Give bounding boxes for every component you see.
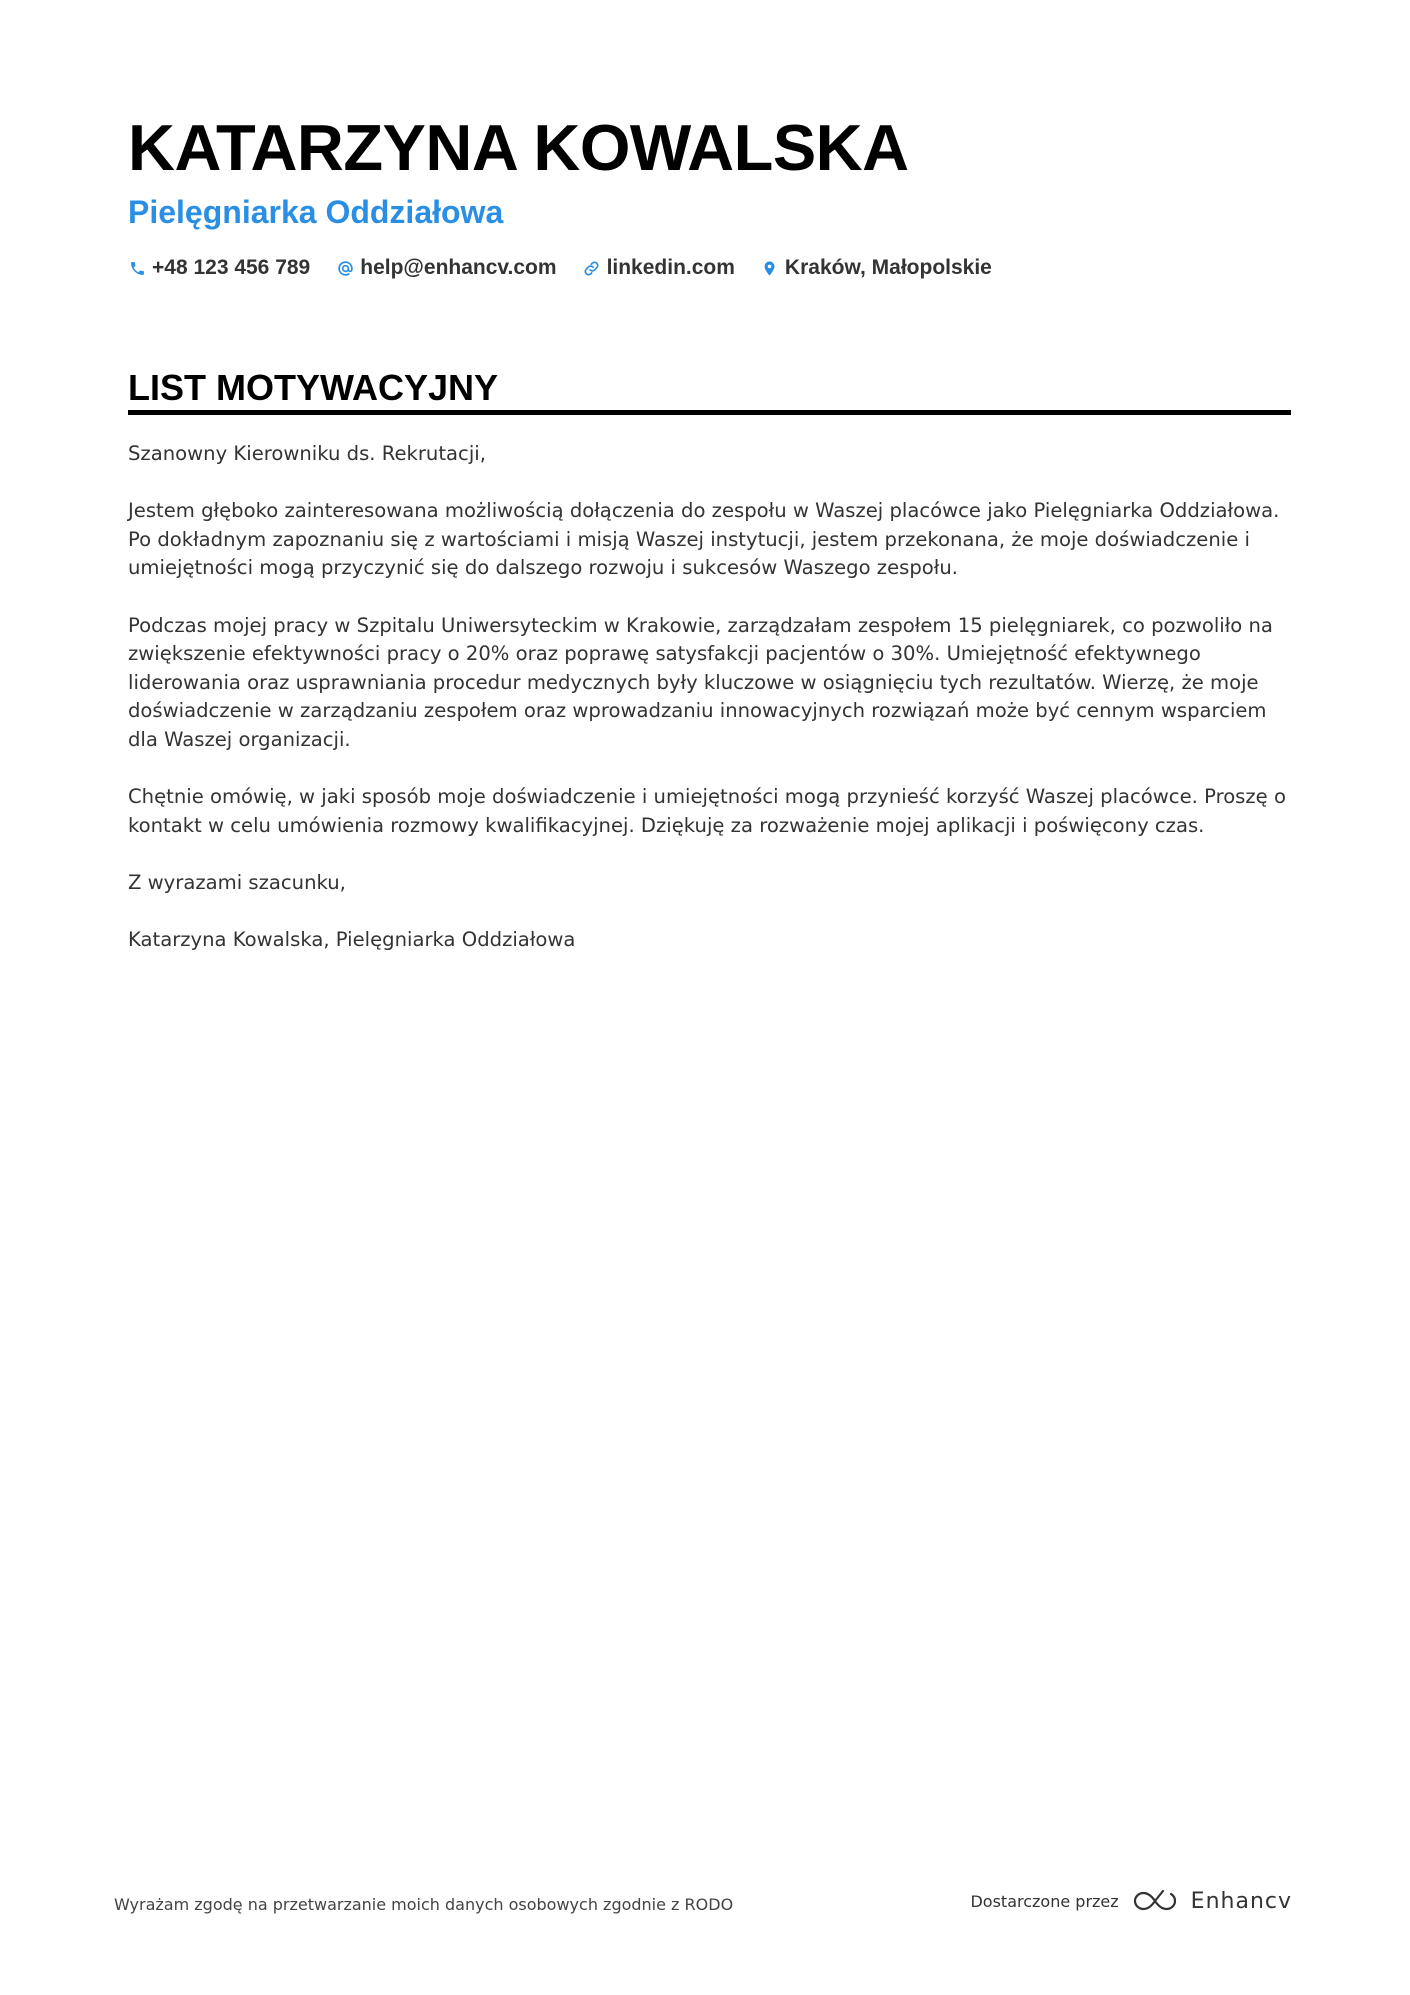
letter-greeting: Szanowny Kierowniku ds. Rekrutacji,: [128, 442, 486, 465]
provided-by-label: Dostarczone przez: [970, 1891, 1119, 1911]
letter-paragraph: Podczas mojej pracy w Szpitalu Uniwersyteckim w Krakowie, zarządzałam zespołem 15 pielęgniarek, co pozwoliło na zwiększenie efektywności pracy o 20% oraz poprawę satysfakcji pacjentów o 30%. Umiejętność efektywnego liderowania oraz usprawniania procedur medycznych były kluczowe w osiągnięciu tych rezultatów. Wierzę, że moje doświadczenie w zarządzaniu zespołem oraz wprowadzaniu innowacyjnych rozwiązań może być cennym wsparciem dla Waszej organizacji.: [128, 613, 1273, 751]
link-icon: [583, 259, 601, 277]
contact-phone-text: +48 123 456 789: [152, 256, 311, 279]
applicant-name: KATARZYNA KOWALSKA: [128, 111, 909, 184]
enhancv-wordmark: Enhancv: [1190, 1888, 1292, 1914]
letter-body: [128, 440, 1293, 983]
footer-branding[interactable]: [970, 1888, 1292, 1914]
contact-location: [761, 256, 992, 280]
phone-icon: [128, 259, 146, 277]
contact-email-text[interactable]: help@enhancv.com: [360, 256, 557, 279]
section-divider: [128, 410, 1291, 415]
contact-link[interactable]: [583, 256, 735, 280]
location-pin-icon: [761, 259, 779, 277]
contact-email[interactable]: [336, 256, 556, 280]
section-title: LIST MOTYWACYJNY: [128, 367, 499, 408]
letter-paragraph: Jestem głęboko zainteresowana możliwością dołączenia do zespołu w Waszej placówce jako Pielęgniarka Oddziałowa. Po dokładnym zapoznaniu się z wartościami i misją Waszej instytucji, jestem przekonana, że moje doświadczenie i umiejętności mogą przyczynić się do dalszego rozwoju i sukcesów Waszego zespołu.: [128, 499, 1280, 580]
contact-link-text[interactable]: linkedin.com: [606, 256, 735, 279]
enhancv-logo-icon: [1131, 1888, 1179, 1914]
letter-signature: Katarzyna Kowalska, Pielęgniarka Oddziałowa: [128, 928, 576, 952]
at-icon: [336, 259, 354, 277]
contact-phone: [128, 256, 310, 280]
letter-paragraph: Chętnie omówię, w jaki sposób moje doświadczenie i umiejętności mogą przynieść korzyść Waszej placówce. Proszę o kontakt w celu umówienia rozmowy kwalifikacyjnej. Dziękuję za rozważenie mojej aplikacji i poświęcony czas.: [128, 785, 1286, 837]
contact-location-text: Kraków, Małopolskie: [784, 256, 992, 279]
gdpr-consent-text: Wyrażam zgodę na przetwarzanie moich danych osobowych zgodnie z RODO: [114, 1895, 734, 1914]
applicant-role: Pielęgniarka Oddziałowa: [128, 194, 504, 230]
letter-closing: Z wyrazami szacunku,: [128, 870, 346, 894]
contact-bar: [128, 252, 992, 284]
